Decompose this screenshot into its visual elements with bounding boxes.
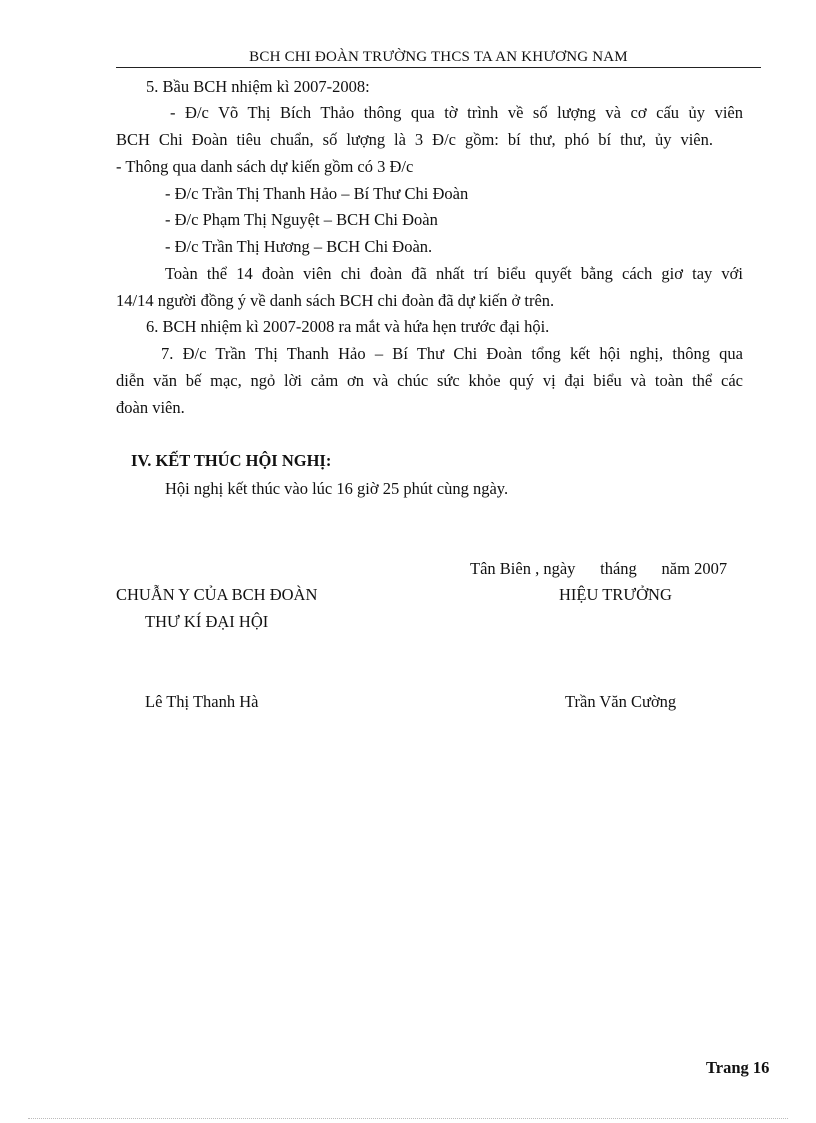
place-date: Tân Biên , ngày tháng năm 2007 xyxy=(470,559,728,578)
item5-line2: BCH Chi Đoàn tiêu chuẩn, số lượng là 3 Đ/c gồm: bí thư, phó bí thư, ủy viên. xyxy=(116,130,713,149)
vote-line2: 14/14 người đồng ý về danh sách BCH chi đoàn đã dự kiến ở trên. xyxy=(116,291,555,310)
candidate-2: - Đ/c Phạm Thị Nguyệt – BCH Chi Đoàn xyxy=(165,210,438,229)
item5-title: 5. Bầu BCH nhiệm kì 2007-2008: xyxy=(146,77,370,96)
candidate-list-intro: - Thông qua danh sách dự kiến gồm có 3 Đ/c xyxy=(116,157,414,176)
right-signature-title: HIỆU TRƯỞNG xyxy=(559,585,672,604)
item7-line3: đoàn viên. xyxy=(116,398,185,417)
right-signature-name: Trần Văn Cường xyxy=(565,692,677,711)
section4-heading: IV. KẾT THÚC HỘI NGHỊ: xyxy=(131,451,332,470)
item7-line2: diễn văn bế mạc, ngỏ lời cảm ơn và chúc sức khỏe quý vị đại biểu và toàn thể các xyxy=(116,371,743,390)
item6: 6. BCH nhiệm kì 2007-2008 ra mắt và hứa hẹn trước đại hội. xyxy=(146,317,550,336)
left-signature-subtitle: THƯ KÍ ĐẠI HỘI xyxy=(145,612,269,631)
candidate-3: - Đ/c Trần Thị Hương – BCH Chi Đoàn. xyxy=(165,237,433,256)
page-number: Trang 16 xyxy=(706,1058,770,1077)
left-signature-title: CHUẪN Y CỦA BCH ĐOÀN xyxy=(116,585,318,604)
footer-divider xyxy=(28,1118,788,1119)
section4-text: Hội nghị kết thúc vào lúc 16 giờ 25 phút cùng ngày. xyxy=(165,479,509,498)
item5-line1: - Đ/c Võ Thị Bích Thảo thông qua tờ trình về số lượng và cơ cấu ủy viên xyxy=(170,103,743,122)
candidate-1: - Đ/c Trần Thị Thanh Hảo – Bí Thư Chi Đoàn xyxy=(165,184,469,203)
page-header: BCH CHI ĐOÀN TRƯỜNG THCS TA AN KHƯƠNG NAM xyxy=(116,49,761,68)
left-signature-name: Lê Thị Thanh Hà xyxy=(145,692,259,711)
vote-line1: Toàn thể 14 đoàn viên chi đoàn đã nhất trí biểu quyết bằng cách giơ tay với xyxy=(165,264,743,283)
item7-line1: 7. Đ/c Trần Thị Thanh Hảo – Bí Thư Chi Đoàn tổng kết hội nghị, thông qua xyxy=(161,344,743,363)
